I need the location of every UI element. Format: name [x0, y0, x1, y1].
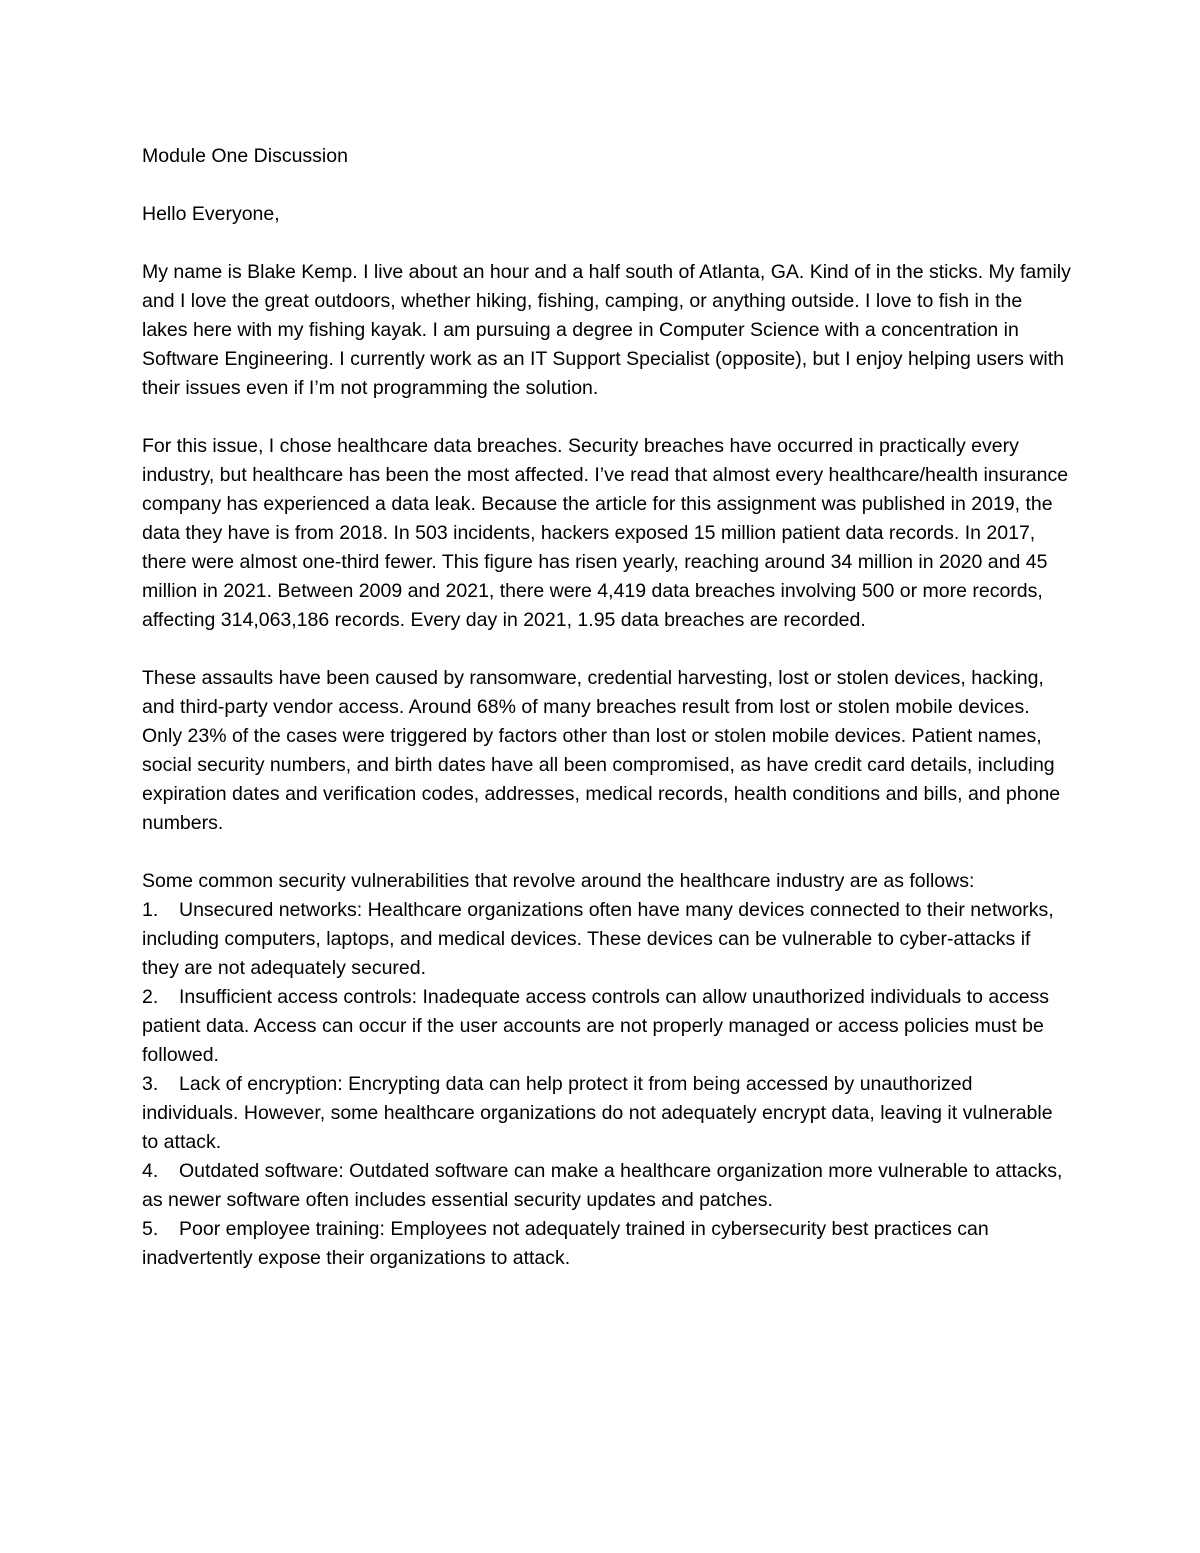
- document-title: Module One Discussion: [142, 145, 348, 167]
- list-number: 5.: [142, 1218, 159, 1240]
- list-number: 1.: [142, 899, 159, 921]
- list-intro: Some common security vulnerabilities that revolve around the healthcare industry are as follows:: [142, 870, 975, 892]
- list-item: [142, 1070, 1072, 1157]
- list-number: 4.: [142, 1160, 159, 1182]
- spacer: [142, 171, 1072, 200]
- list-text: Lack of encryption: Encrypting data can help protect it from being accessed by unauthorized individuals. However, some healthcare organizations do not adequately encrypt data, leaving it vulnerable to attack.: [142, 1073, 1053, 1153]
- spacer: [142, 403, 1072, 432]
- spacer: [142, 229, 1072, 258]
- list-text: Outdated software: Outdated software can make a healthcare organization more vulnerable to attacks, as newer software often includes essential security updates and patches.: [142, 1160, 1063, 1211]
- greeting: Hello Everyone,: [142, 203, 280, 225]
- paragraph-causes: These assaults have been caused by ransomware, credential harvesting, lost or stolen devices, hacking, and third-party vendor access. Around 68% of many breaches result from lost or stolen mobile devices. Only 23% of the cases were triggered by factors other than lost or stolen mobile devices. Patient names, social security numbers, and birth dates have all been compromised, as have credit card details, including expiration dates and verification codes, addresses, medical records, health conditions and bills, and phone numbers.: [142, 667, 1061, 834]
- paragraph-introduction: My name is Blake Kemp. I live about an hour and a half south of Atlanta, GA. Kind of in the sticks. My family and I love the great outdoors, whether hiking, fishing, camping, or anything outside. I love to fish in the lakes here with my fishing kayak. I am pursuing a degree in Computer Science with a concentration in Software Engineering. I currently work as an IT Support Specialist (opposite), but I enjoy helping users with their issues even if I’m not programming the solution.: [142, 261, 1071, 399]
- list-text: Poor employee training: Employees not adequately trained in cybersecurity best practices can inadvertently expose their organizations to attack.: [142, 1218, 989, 1269]
- list-item: [142, 896, 1072, 983]
- spacer: [142, 838, 1072, 867]
- list-number: 2.: [142, 986, 159, 1008]
- list-item: [142, 1215, 1072, 1273]
- document-body: [142, 142, 1072, 1273]
- list-item: [142, 1157, 1072, 1215]
- vulnerability-list: [142, 896, 1072, 1273]
- spacer: [142, 635, 1072, 664]
- list-item: [142, 983, 1072, 1070]
- list-text: Insufficient access controls: Inadequate access controls can allow unauthorized individuals to access patient data. Access can occur if the user accounts are not properly managed or access policies must be followed.: [142, 986, 1050, 1066]
- list-text: Unsecured networks: Healthcare organizations often have many devices connected to their networks, including computers, laptops, and medical devices. These devices can be vulnerable to cyber-attacks if they are not adequately secured.: [142, 899, 1054, 979]
- list-number: 3.: [142, 1073, 159, 1095]
- paragraph-data-breaches: For this issue, I chose healthcare data breaches. Security breaches have occurred in practically every industry, but healthcare has been the most affected. I’ve read that almost every healthcare/health insurance company has experienced a data leak. Because the article for this assignment was published in 2019, the data they have is from 2018. In 503 incidents, hackers exposed 15 million patient data records. In 2017, there were almost one-third fewer. This figure has risen yearly, reaching around 34 million in 2020 and 45 million in 2021. Between 2009 and 2021, there were 4,419 data breaches involving 500 or more records, affecting 314,063,186 records. Every day in 2021, 1.95 data breaches are recorded.: [142, 435, 1069, 631]
